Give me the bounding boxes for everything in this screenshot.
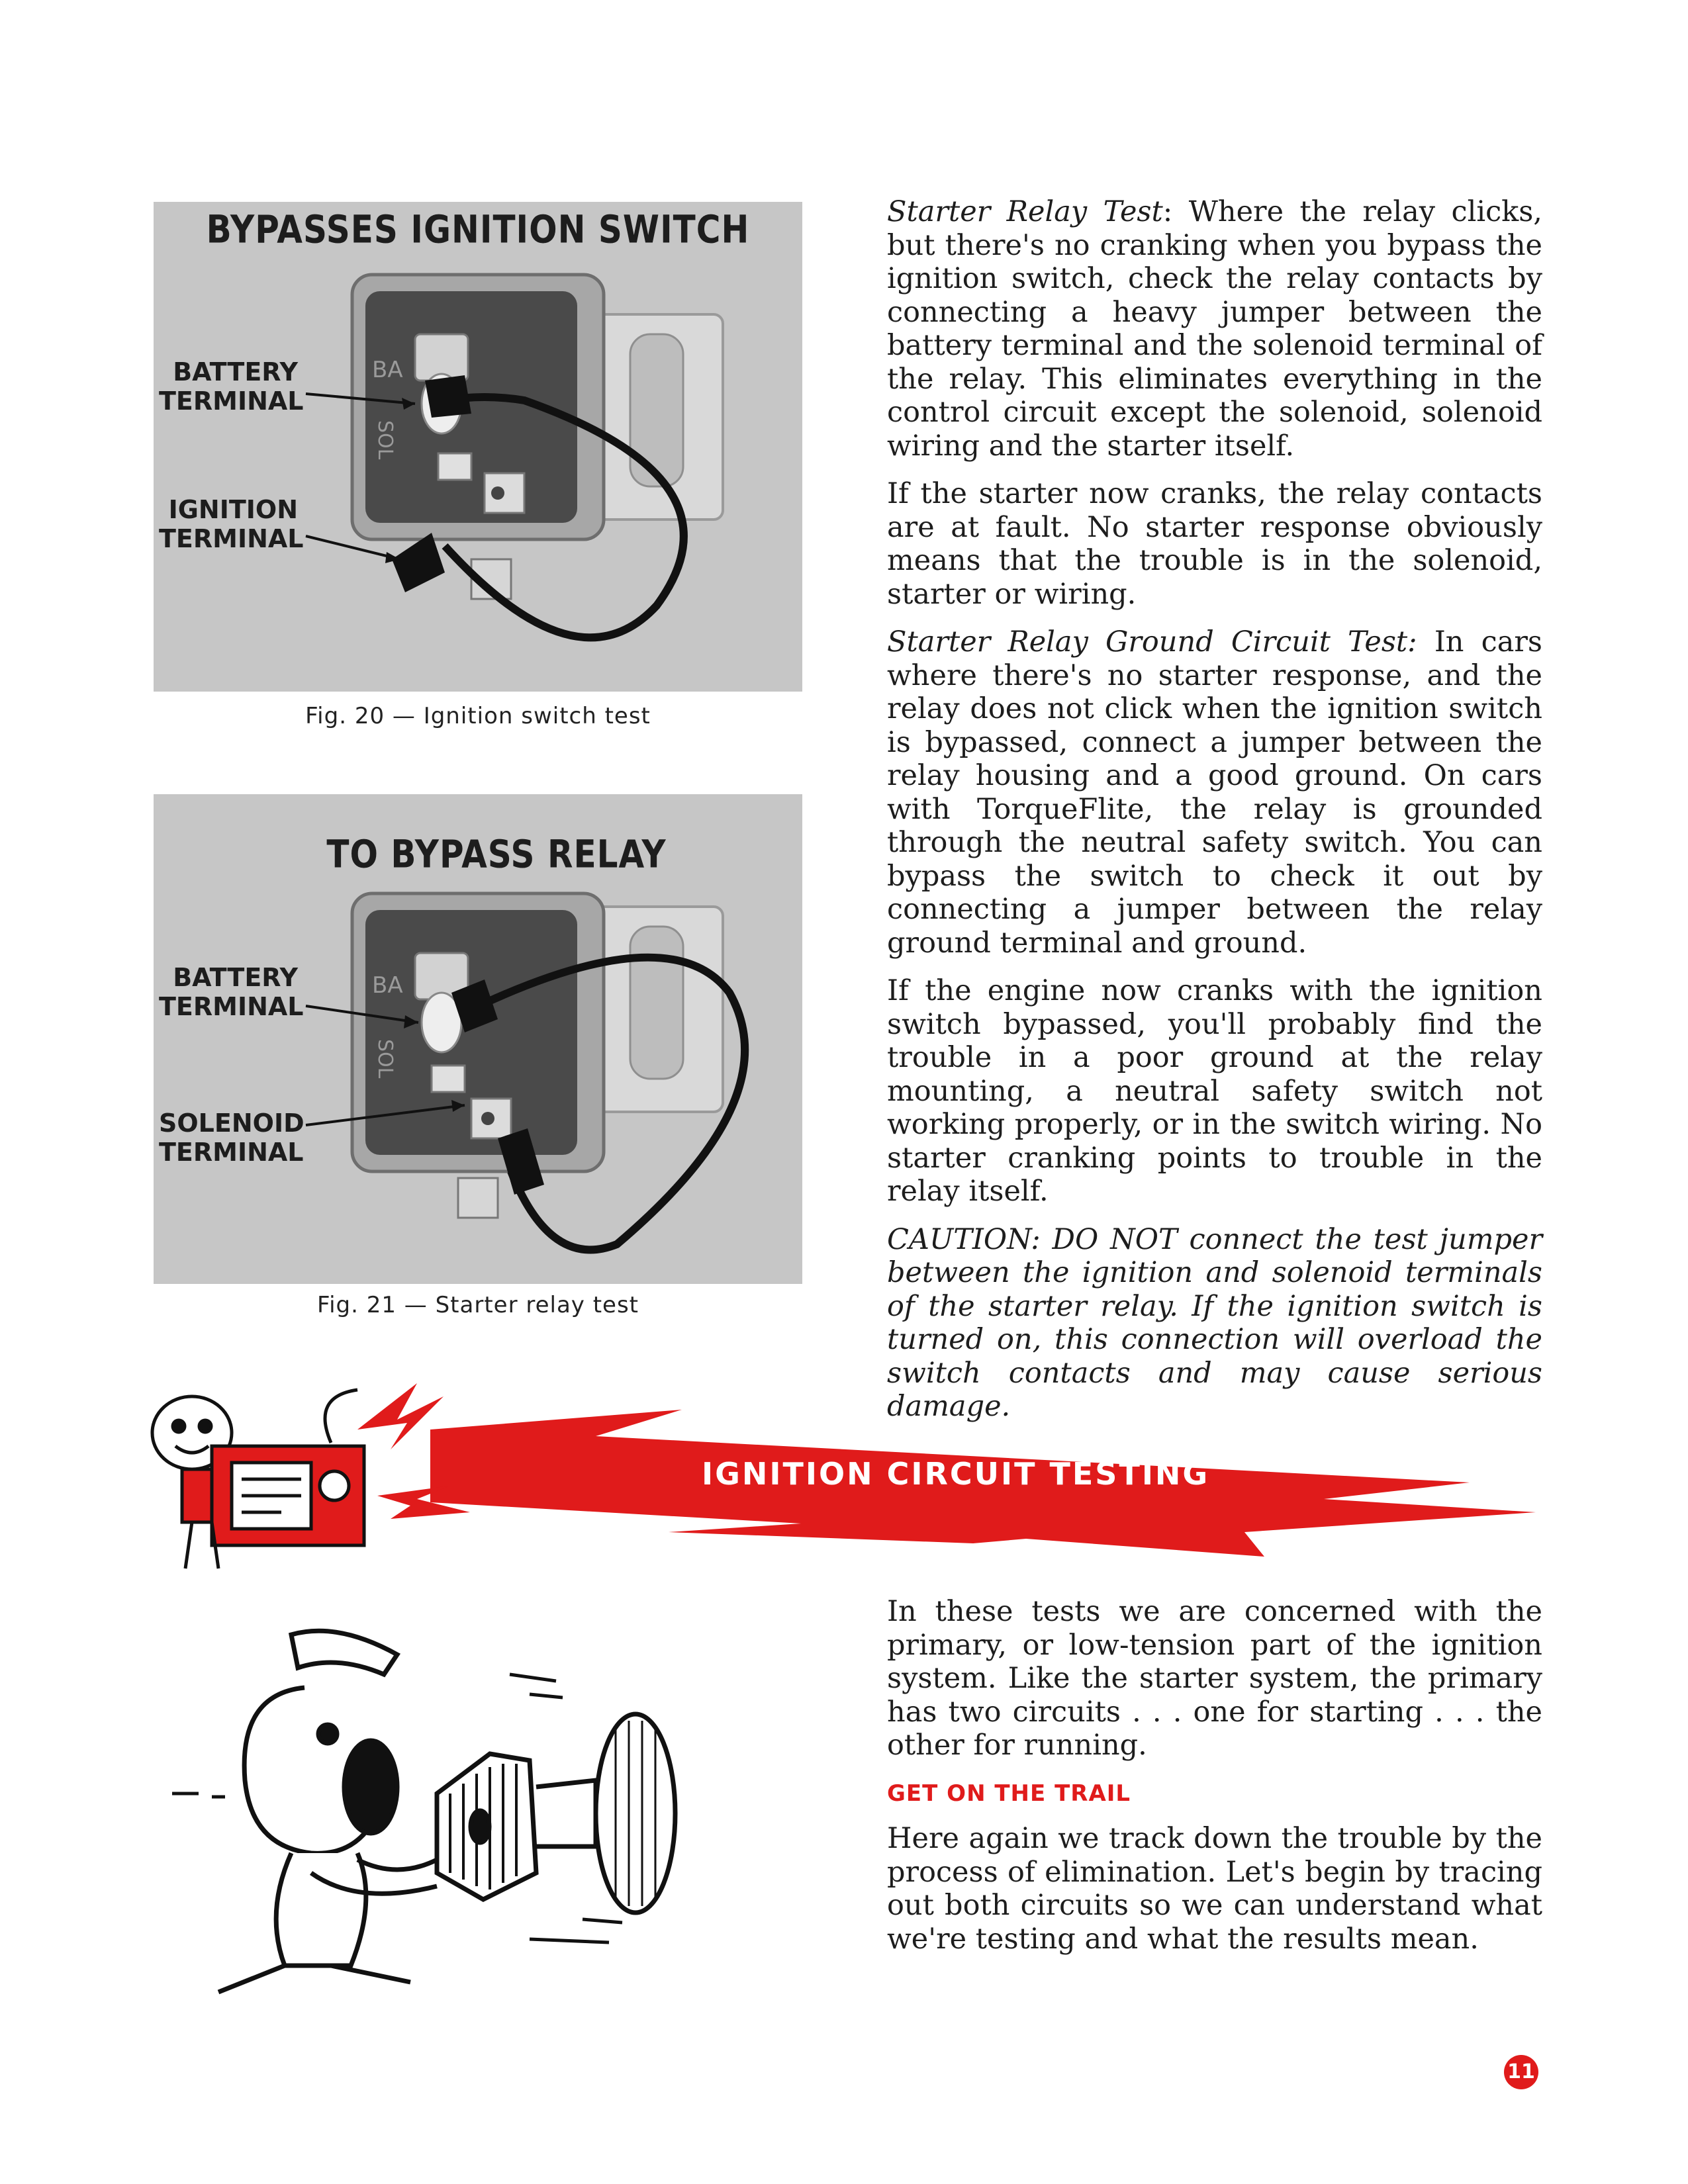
figure-20-label-top: [159, 357, 304, 416]
paragraph-body: In cars where there's no starter response, and the relay does not click when the ignition switch is bypassed, connect a jumper between the relay housing and a good ground. On cars with TorqueFlite, the relay is grounded through the neutral safety switch. You can bypass the switch to check it out by connecting a jumper between the relay ground terminal and ground.: [887, 625, 1542, 960]
paragraph-starter-cranks: If the starter now cranks, the relay contacts are at fault. No starter response obviously means that the trouble is in the solenoid, starter or wiring.: [887, 477, 1542, 611]
paragraph-engine-cranks: If the engine now cranks with the ignition switch bypassed, you'll probably find the trouble in a poor ground at the relay mounting, a neutral safety switch not working properly, or in the switch wiring. No starter cranking points to trouble in the relay itself.: [887, 974, 1542, 1208]
paragraph-intro: In these tests we are concerned with the primary, or low-tension part of the ignition system. Like the starter system, the primary has two circuits . . . one for starting . . . the other for running.: [887, 1595, 1542, 1762]
figure-20-photo: [154, 202, 802, 692]
label-line: TERMINAL: [159, 387, 304, 416]
caution-body: : DO NOT connect the test jumper between the ignition and solenoid terminals of the starter relay. If the ignition switch is turned on, this connection will overload the switch contacts and may cause serious damage.: [887, 1222, 1542, 1423]
detective-with-flashlight-illustration: [159, 1595, 788, 2005]
subheading-get-on-the-trail: GET ON THE TRAIL: [887, 1780, 1131, 1807]
lower-right-text: [887, 1595, 1542, 1970]
figure-20-label-bottom: [159, 495, 304, 553]
right-column-text: [887, 195, 1542, 1438]
label-line: BATTERY: [173, 963, 298, 992]
label-line: TERMINAL: [159, 992, 304, 1021]
paragraph-lead: Starter Relay Ground Circuit Test:: [887, 625, 1417, 659]
relay-marking-sol: SOL: [373, 1039, 397, 1079]
paragraph-ground-circuit-test: [887, 625, 1542, 960]
figure-21-heading: TO BYPASS RELAY: [326, 832, 667, 877]
label-line: TERMINAL: [159, 524, 304, 553]
label-line: TERMINAL: [159, 1138, 304, 1167]
paragraph-lead: Starter Relay Test: [887, 195, 1163, 228]
figure-21-label-top: [159, 963, 304, 1021]
label-line: BATTERY: [173, 357, 298, 387]
caution-lead: CAUTION: [887, 1222, 1031, 1256]
figure-20-heading: BYPASSES IGNITION SWITCH: [206, 207, 750, 252]
relay-marking-ba: BA: [372, 357, 403, 383]
paragraph-body: : Where the relay clicks, but there's no cranking when you bypass the ignition switch, check the relay contacts by connecting a heavy jumper between the battery terminal and the solenoid terminal of the relay. This eliminates everything in the control circuit except the solenoid, solenoid wiring and the starter itself.: [887, 195, 1542, 463]
figure-21-label-bottom: [159, 1109, 305, 1167]
label-line: IGNITION: [168, 495, 298, 524]
paragraph-trail: Here again we track down the trouble by the process of elimination. Let's begin by tracing out both circuits so we can understand what we're testing and what the results mean.: [887, 1822, 1542, 1956]
figure-21-caption: Fig. 21 — Starter relay test: [316, 1292, 639, 1318]
label-line: SOLENOID: [159, 1109, 305, 1138]
page-number: 11: [1504, 2055, 1538, 2089]
figure-20-caption: Fig. 20 — Ignition switch test: [305, 703, 651, 729]
relay-marking-sol: SOL: [373, 420, 397, 460]
robot-tester-illustration: [152, 1390, 364, 1569]
banner-title: IGNITION CIRCUIT TESTING: [702, 1456, 1210, 1492]
relay-marking-ba: BA: [372, 972, 403, 999]
paragraph-starter-relay-test: [887, 195, 1542, 463]
